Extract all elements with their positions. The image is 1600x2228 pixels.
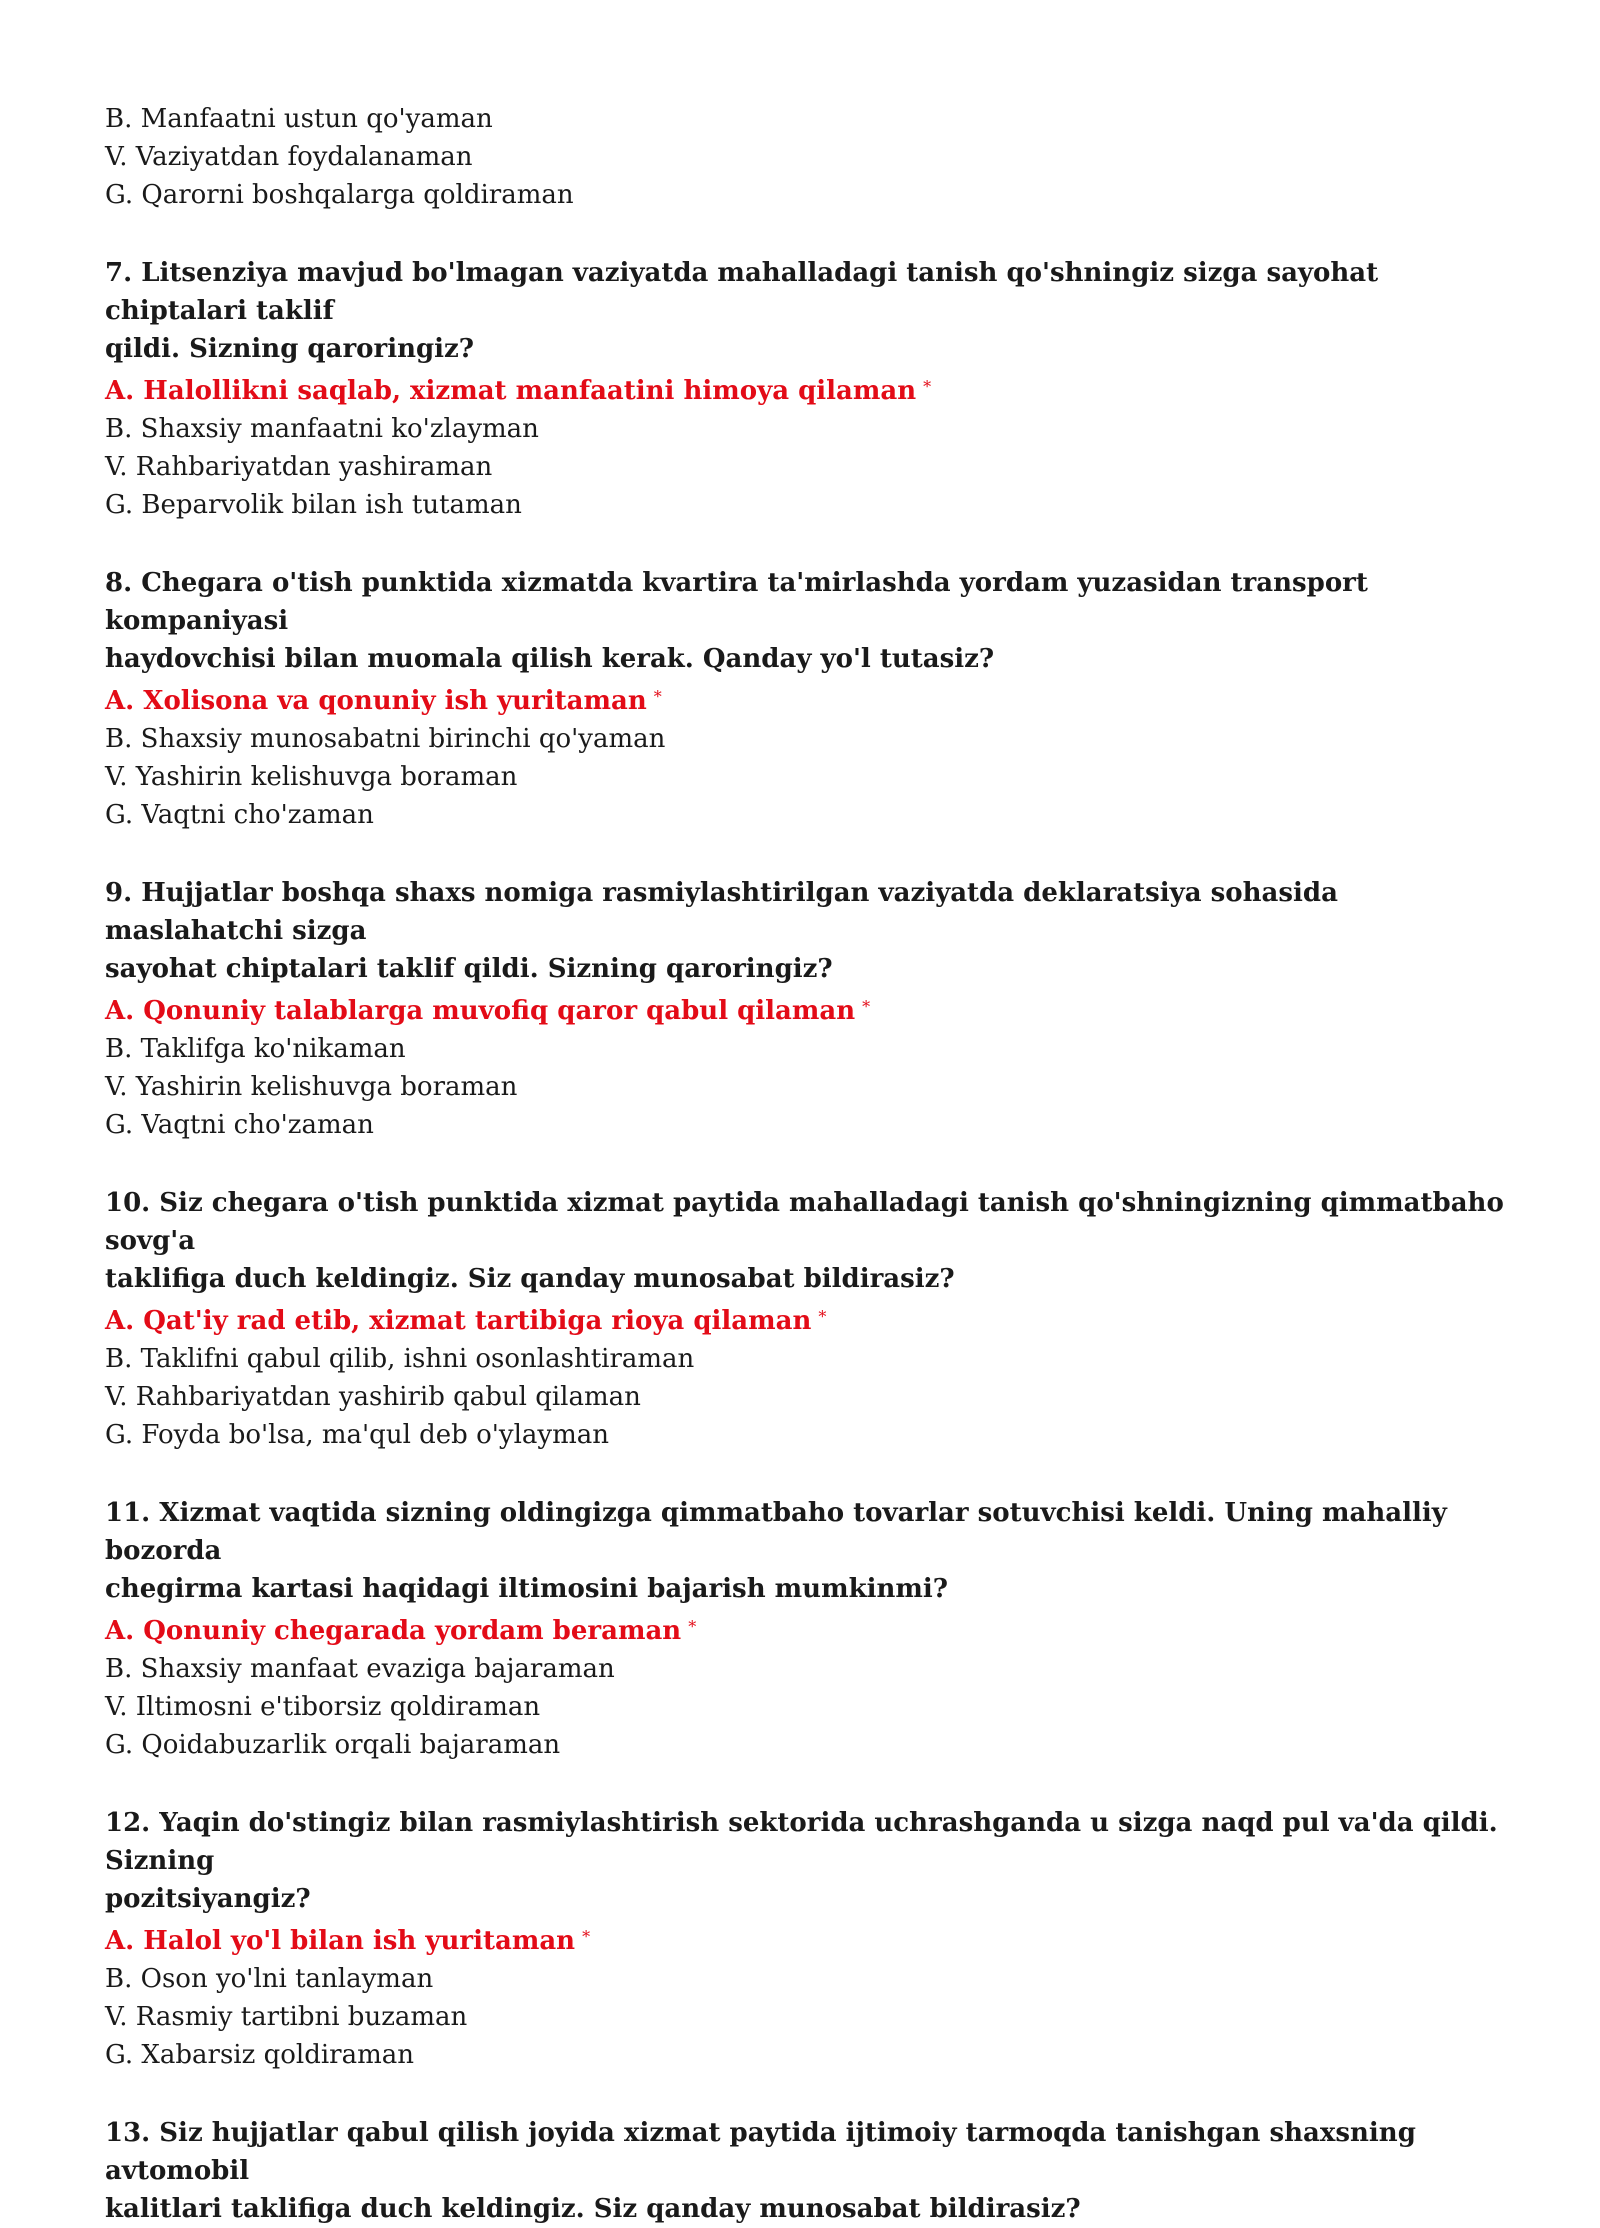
option-v: V. Rasmiy tartibni buzaman (105, 2002, 468, 2032)
correct-answer (105, 1918, 1505, 1960)
option-b: B. Taklifga ko'nikaman (105, 1034, 406, 1064)
question-title-line-2: pozitsiyangiz? (105, 1884, 311, 1914)
correct-answer-text: A. Qonuniy chegarada yordam beraman (105, 1616, 682, 1646)
question-title (105, 874, 1505, 988)
question-title (105, 564, 1505, 678)
asterisk-icon: * (582, 1927, 591, 1946)
option-g: G. Vaqtni cho'zaman (105, 1110, 374, 1140)
question-title-line-2: kalitlari taklifiga duch keldingiz. Siz qanday munosabat bildirasiz? (105, 2194, 1081, 2224)
question-6-remaining-options (105, 100, 1505, 214)
option-g: G. Beparvolik bilan ish tutaman (105, 490, 522, 520)
question-title-line-1: 9. Hujjatlar boshqa shaxs nomiga rasmiylashtirilgan vaziyatda deklaratsiya sohasida maslahatchi sizga (105, 878, 1338, 946)
question-title-line-2: chegirma kartasi haqidagi iltimosini bajarish mumkinmi? (105, 1574, 948, 1604)
option-b: B. Shaxsiy munosabatni birinchi qo'yaman (105, 724, 666, 754)
question-title (105, 1184, 1505, 1298)
test-page (105, 100, 1505, 2228)
correct-answer-text: A. Halollikni saqlab, xizmat manfaatini himoya qilaman (105, 376, 917, 406)
asterisk-icon: * (653, 687, 662, 706)
correct-answer (105, 368, 1505, 410)
question-title-line-2: qildi. Sizning qaroringiz? (105, 334, 475, 364)
option-b: B. Manfaatni ustun qo'yaman (105, 104, 493, 134)
option-b: B. Taklifni qabul qilib, ishni osonlashtiraman (105, 1344, 695, 1374)
question-title-line-2: sayohat chiptalari taklif qildi. Sizning qaroringiz? (105, 954, 833, 984)
correct-answer (105, 988, 1505, 1030)
correct-answer-text: A. Qat'iy rad etib, xizmat tartibiga rioya qilaman (105, 1306, 812, 1336)
question-10 (105, 1184, 1505, 1454)
question-title-line-1: 12. Yaqin do'stingiz bilan rasmiylashtirish sektorida uchrashganda u sizga naqd pul va'da qildi. Sizning (105, 1808, 1498, 1876)
question-13 (105, 2114, 1505, 2228)
correct-answer-text: A. Halol yo'l bilan ish yuritaman (105, 1926, 576, 1956)
correct-answer (105, 1608, 1505, 1650)
asterisk-icon: * (818, 1307, 827, 1326)
option-v: V. Rahbariyatdan yashirib qabul qilaman (105, 1382, 641, 1412)
option-g: G. Xabarsiz qoldiraman (105, 2040, 414, 2070)
option-g: G. Foyda bo'lsa, ma'qul deb o'ylayman (105, 1420, 609, 1450)
option-v: V. Rahbariyatdan yashiraman (105, 452, 493, 482)
option-v: V. Yashirin kelishuvga boraman (105, 762, 518, 792)
question-8 (105, 564, 1505, 834)
option-v: V. Vaziyatdan foydalanaman (105, 142, 473, 172)
asterisk-icon: * (862, 997, 871, 1016)
asterisk-icon: * (688, 1617, 697, 1636)
question-title-line-1: 13. Siz hujjatlar qabul qilish joyida xizmat paytida ijtimoiy tarmoqda tanishgan shaxsning avtomobil (105, 2118, 1416, 2186)
option-b: B. Oson yo'lni tanlayman (105, 1964, 434, 1994)
question-7 (105, 254, 1505, 524)
question-title-line-1: 8. Chegara o'tish punktida xizmatda kvartira ta'mirlashda yordam yuzasidan transport kompaniyasi (105, 568, 1368, 636)
option-b: B. Shaxsiy manfaat evaziga bajaraman (105, 1654, 615, 1684)
question-9 (105, 874, 1505, 1144)
option-g: G. Vaqtni cho'zaman (105, 800, 374, 830)
question-title (105, 2114, 1505, 2228)
question-title-line-1: 10. Siz chegara o'tish punktida xizmat paytida mahalladagi tanish qo'shningizning qimmatbaho sovg'a (105, 1188, 1504, 1256)
question-title (105, 1804, 1505, 1918)
asterisk-icon: * (923, 377, 932, 396)
question-title (105, 1494, 1505, 1608)
question-title-line-1: 11. Xizmat vaqtida sizning oldingizga qimmatbaho tovarlar sotuvchisi keldi. Uning mahalliy bozorda (105, 1498, 1447, 1566)
correct-answer (105, 1298, 1505, 1340)
option-b: B. Shaxsiy manfaatni ko'zlayman (105, 414, 539, 444)
option-g: G. Qoidabuzarlik orqali bajaraman (105, 1730, 561, 1760)
option-g: G. Qarorni boshqalarga qoldiraman (105, 180, 574, 210)
question-title-line-1: 7. Litsenziya mavjud bo'lmagan vaziyatda mahalladagi tanish qo'shningiz sizga sayohat chiptalari taklif (105, 258, 1379, 326)
question-title-line-2: haydovchisi bilan muomala qilish kerak. Qanday yo'l tutasiz? (105, 644, 995, 674)
correct-answer-text: A. Xolisona va qonuniy ish yuritaman (105, 686, 647, 716)
question-11 (105, 1494, 1505, 1764)
correct-answer-text: A. Qonuniy talablarga muvofiq qaror qabul qilaman (105, 996, 856, 1026)
option-v: V. Iltimosni e'tiborsiz qoldiraman (105, 1692, 541, 1722)
question-title (105, 254, 1505, 368)
option-v: V. Yashirin kelishuvga boraman (105, 1072, 518, 1102)
question-12 (105, 1804, 1505, 2074)
correct-answer (105, 678, 1505, 720)
question-title-line-2: taklifiga duch keldingiz. Siz qanday munosabat bildirasiz? (105, 1264, 955, 1294)
